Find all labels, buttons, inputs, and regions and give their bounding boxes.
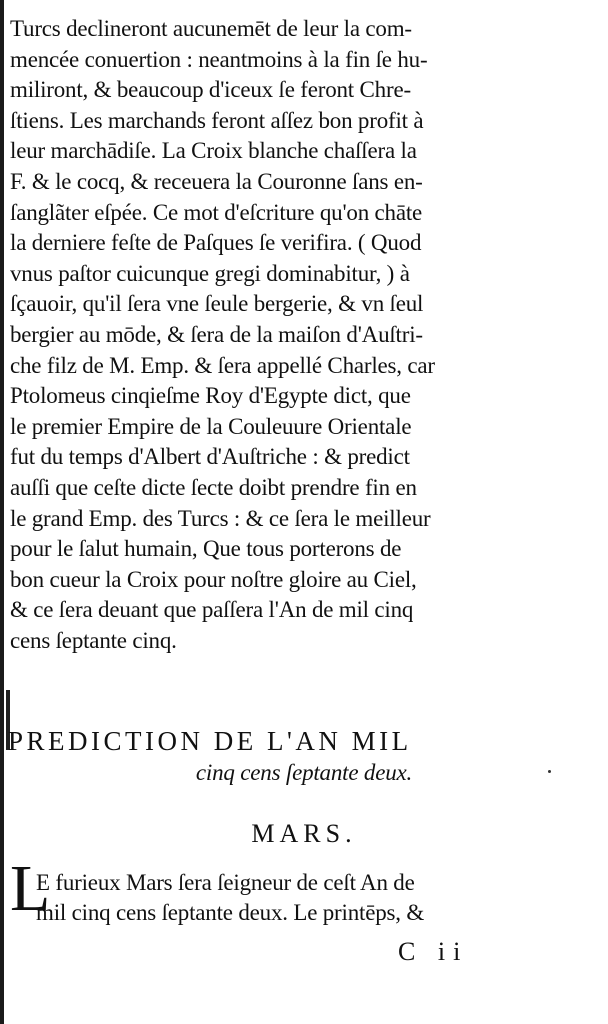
- scan-gutter-edge: [0, 0, 4, 1024]
- ink-speck: [548, 770, 551, 773]
- text-line: bergier au mōde, & ſera de la maiſon d'Auſtri-: [10, 321, 423, 347]
- body-text-block: [10, 14, 550, 656]
- text-line: che filz de M. Emp. & ſera appellé Charles, car: [10, 352, 435, 378]
- paragraph-line: mil cinq cens ſeptante deux. Le printēps, &: [36, 900, 425, 925]
- text-line: pour le ſalut humain, Que tous porterons de: [10, 536, 402, 562]
- text-line: miliront, & beaucoup d'iceux ſe feront Chre-: [10, 77, 411, 103]
- text-line: auſſi que ceſte dicte ſecte doibt prendre fin en: [10, 474, 417, 500]
- section-heading: PREDICTION DE L'AN MIL: [8, 726, 412, 756]
- drop-cap-letter: L: [10, 852, 51, 925]
- text-line: le grand Emp. des Turcs : & ce ſera le meilleur: [10, 505, 431, 531]
- signature-mark: C ii: [398, 937, 469, 966]
- text-line: vnus paſtor cuicunque gregi dominabitur, ) à: [10, 260, 410, 286]
- text-line: ſtiens. Les marchands feront aſſez bon profit à: [10, 107, 424, 133]
- text-line: fut du temps d'Albert d'Auſtriche : & predict: [10, 444, 410, 470]
- month-heading: MARS.: [251, 819, 357, 848]
- paragraph-line: E furieux Mars ſera ſeigneur de ceſt An de: [36, 870, 415, 895]
- text-line: mencée conuertion : neantmoins à la fin ſe hu-: [10, 46, 428, 72]
- text-line: ſçauoir, qu'il ſera vne ſeule bergerie, & vn ſeul: [10, 291, 424, 317]
- text-line: la derniere feſte de Paſques ſe verifira. ( Quod: [10, 230, 422, 256]
- text-line: Ptolomeus cinqieſme Roy d'Egypte dict, que: [10, 383, 411, 409]
- text-line: le premier Empire de la Couleuure Orientale: [10, 413, 412, 439]
- text-line: Turcs declineront aucunemēt de leur la com-: [10, 16, 412, 41]
- text-line: F. & le cocq, & receuera la Couronne ſans en-: [10, 168, 423, 194]
- section-subheading: cinq cens ſeptante deux.: [195, 760, 413, 785]
- text-line: cens ſeptante cinq.: [10, 627, 177, 653]
- text-line: leur marchādiſe. La Croix blanche chaſſera la: [10, 138, 417, 164]
- text-line: & ce ſera deuant que paſſera l'An de mil cinq: [10, 597, 414, 623]
- text-line: bon cueur la Croix pour noſtre gloire au Ciel,: [10, 566, 417, 592]
- text-line: ſanglãter eſpée. Ce mot d'eſcriture qu'on chāte: [10, 199, 423, 225]
